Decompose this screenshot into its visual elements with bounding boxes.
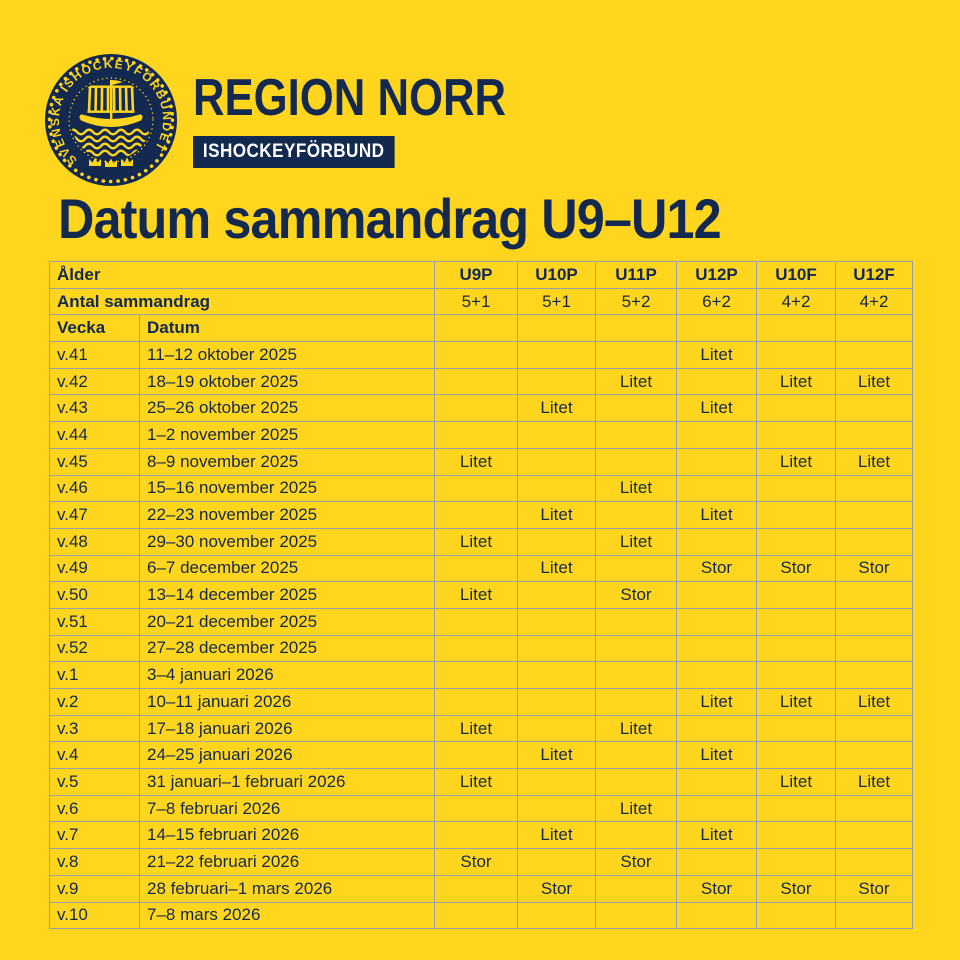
event-cell: [435, 422, 518, 449]
age-column-header: U11P: [596, 262, 677, 289]
event-cell: Stor: [836, 555, 913, 582]
event-cell: [677, 582, 757, 609]
date-cell: 31 januari–1 februari 2026: [140, 769, 435, 796]
event-cell: Litet: [518, 555, 596, 582]
event-cell: [836, 502, 913, 529]
week-cell: v.52: [50, 635, 140, 662]
table-row: [50, 475, 913, 502]
event-cell: [677, 769, 757, 796]
event-cell: [757, 662, 836, 689]
event-cell: [757, 342, 836, 369]
event-cell: [435, 608, 518, 635]
event-cell: [596, 689, 677, 716]
event-cell: [677, 849, 757, 876]
date-cell: 8–9 november 2025: [140, 448, 435, 475]
federation-logo: [45, 54, 177, 186]
date-cell: 7–8 mars 2026: [140, 902, 435, 929]
date-cell: 10–11 januari 2026: [140, 689, 435, 716]
event-cell: [757, 502, 836, 529]
date-cell: 11–12 oktober 2025: [140, 342, 435, 369]
event-cell: [757, 635, 836, 662]
empty-cell: [596, 315, 677, 342]
event-cell: Stor: [836, 875, 913, 902]
week-cell: v.9: [50, 875, 140, 902]
event-cell: Stor: [596, 582, 677, 609]
date-cell: 1–2 november 2025: [140, 422, 435, 449]
event-cell: [435, 502, 518, 529]
event-cell: Litet: [518, 742, 596, 769]
date-cell: 17–18 januari 2026: [140, 715, 435, 742]
event-cell: [836, 582, 913, 609]
event-cell: [518, 662, 596, 689]
week-cell: v.44: [50, 422, 140, 449]
antal-value: 5+2: [596, 288, 677, 315]
table-row: [50, 635, 913, 662]
table-row: [50, 528, 913, 555]
event-cell: [518, 635, 596, 662]
table-row: [50, 689, 913, 716]
event-cell: [596, 502, 677, 529]
three-crowns-icon: [89, 158, 133, 168]
federation-badge: ISHOCKEYFÖRBUND: [193, 136, 394, 168]
event-cell: Litet: [518, 395, 596, 422]
event-cell: [435, 902, 518, 929]
date-cell: 28 februari–1 mars 2026: [140, 875, 435, 902]
event-cell: [518, 608, 596, 635]
antal-label: Antal sammandrag: [50, 288, 435, 315]
event-cell: [596, 635, 677, 662]
event-cell: [677, 475, 757, 502]
event-cell: [518, 368, 596, 395]
event-cell: [518, 342, 596, 369]
page-title: Datum sammandrag U9–U12: [58, 187, 721, 250]
date-cell: 3–4 januari 2026: [140, 662, 435, 689]
week-cell: v.41: [50, 342, 140, 369]
event-cell: Litet: [518, 822, 596, 849]
week-cell: v.8: [50, 849, 140, 876]
table-row: [50, 608, 913, 635]
event-cell: [757, 422, 836, 449]
table-row: [50, 715, 913, 742]
event-cell: [757, 608, 836, 635]
event-cell: Litet: [596, 715, 677, 742]
event-cell: Stor: [596, 849, 677, 876]
event-cell: Litet: [677, 342, 757, 369]
event-cell: Litet: [757, 448, 836, 475]
date-cell: 29–30 november 2025: [140, 528, 435, 555]
event-cell: [677, 448, 757, 475]
antal-value: 4+2: [757, 288, 836, 315]
week-cell: v.5: [50, 769, 140, 796]
event-cell: [836, 635, 913, 662]
date-header: Datum: [140, 315, 435, 342]
table-row: [50, 422, 913, 449]
event-cell: [435, 475, 518, 502]
event-cell: [757, 395, 836, 422]
event-cell: [518, 448, 596, 475]
event-cell: [757, 849, 836, 876]
event-cell: Litet: [677, 395, 757, 422]
event-cell: [518, 422, 596, 449]
age-column-header: U10P: [518, 262, 596, 289]
table-row: [50, 769, 913, 796]
event-cell: Litet: [836, 769, 913, 796]
event-cell: [757, 582, 836, 609]
event-cell: Litet: [596, 368, 677, 395]
empty-cell: [518, 315, 596, 342]
event-cell: [596, 769, 677, 796]
event-cell: [518, 689, 596, 716]
event-cell: Litet: [677, 822, 757, 849]
event-cell: [757, 902, 836, 929]
week-header: Vecka: [50, 315, 140, 342]
event-cell: Stor: [677, 875, 757, 902]
event-cell: Litet: [757, 769, 836, 796]
table-row: [50, 582, 913, 609]
event-cell: [518, 528, 596, 555]
event-cell: [435, 795, 518, 822]
week-cell: v.1: [50, 662, 140, 689]
empty-cell: [435, 315, 518, 342]
week-cell: v.42: [50, 368, 140, 395]
age-label: Ålder: [50, 262, 435, 289]
event-cell: Litet: [435, 528, 518, 555]
event-cell: [596, 555, 677, 582]
week-cell: v.50: [50, 582, 140, 609]
date-cell: 22–23 november 2025: [140, 502, 435, 529]
antal-value: 4+2: [836, 288, 913, 315]
event-cell: [757, 822, 836, 849]
week-cell: v.51: [50, 608, 140, 635]
event-cell: [435, 742, 518, 769]
date-cell: 18–19 oktober 2025: [140, 368, 435, 395]
event-cell: [836, 715, 913, 742]
event-cell: Litet: [836, 368, 913, 395]
event-cell: [836, 422, 913, 449]
event-cell: [757, 475, 836, 502]
table-row: [50, 502, 913, 529]
antal-value: 6+2: [677, 288, 757, 315]
date-cell: 6–7 december 2025: [140, 555, 435, 582]
region-title: REGION NORR: [193, 69, 507, 127]
date-cell: 20–21 december 2025: [140, 608, 435, 635]
event-cell: Litet: [596, 475, 677, 502]
week-cell: v.4: [50, 742, 140, 769]
event-cell: [596, 742, 677, 769]
age-column-header: U12P: [677, 262, 757, 289]
event-cell: [435, 662, 518, 689]
event-cell: [677, 662, 757, 689]
event-cell: [836, 795, 913, 822]
date-cell: 27–28 december 2025: [140, 635, 435, 662]
event-cell: [518, 715, 596, 742]
event-cell: Stor: [435, 849, 518, 876]
antal-value: 5+1: [518, 288, 596, 315]
week-cell: v.47: [50, 502, 140, 529]
event-cell: [596, 902, 677, 929]
table-row: [50, 662, 913, 689]
event-cell: [435, 395, 518, 422]
age-column-header: U10F: [757, 262, 836, 289]
event-cell: [435, 689, 518, 716]
event-cell: [596, 395, 677, 422]
table-row: [50, 902, 913, 929]
brand-header: [193, 69, 566, 168]
table-row: [50, 288, 913, 315]
event-cell: Litet: [757, 368, 836, 395]
event-cell: [836, 849, 913, 876]
event-cell: Litet: [596, 528, 677, 555]
event-cell: Litet: [596, 795, 677, 822]
event-cell: [518, 849, 596, 876]
event-cell: Litet: [757, 689, 836, 716]
event-cell: [596, 822, 677, 849]
event-cell: Litet: [677, 742, 757, 769]
table-row: [50, 448, 913, 475]
week-cell: v.43: [50, 395, 140, 422]
event-cell: Litet: [836, 689, 913, 716]
event-cell: [518, 582, 596, 609]
event-cell: Stor: [757, 875, 836, 902]
event-cell: [836, 342, 913, 369]
event-cell: [677, 795, 757, 822]
event-cell: [435, 342, 518, 369]
event-cell: [677, 368, 757, 395]
table-row: [50, 342, 913, 369]
event-cell: [677, 635, 757, 662]
event-cell: Litet: [677, 502, 757, 529]
table-row: [50, 368, 913, 395]
table-row: [50, 555, 913, 582]
event-cell: Stor: [677, 555, 757, 582]
event-cell: Litet: [435, 582, 518, 609]
date-cell: 25–26 oktober 2025: [140, 395, 435, 422]
event-cell: Litet: [518, 502, 596, 529]
week-cell: v.49: [50, 555, 140, 582]
week-cell: v.2: [50, 689, 140, 716]
table-row: [50, 849, 913, 876]
event-cell: [677, 715, 757, 742]
event-cell: [518, 475, 596, 502]
table-row: [50, 822, 913, 849]
table-row: [50, 395, 913, 422]
event-cell: [596, 448, 677, 475]
week-cell: v.48: [50, 528, 140, 555]
empty-cell: [757, 315, 836, 342]
event-cell: Litet: [836, 448, 913, 475]
event-cell: [677, 608, 757, 635]
week-cell: v.10: [50, 902, 140, 929]
week-cell: v.45: [50, 448, 140, 475]
event-cell: [757, 715, 836, 742]
event-cell: [518, 795, 596, 822]
event-cell: Litet: [435, 715, 518, 742]
federation-logo-icon: [45, 54, 177, 186]
event-cell: [677, 422, 757, 449]
event-cell: Litet: [677, 689, 757, 716]
event-cell: [596, 875, 677, 902]
date-cell: 24–25 januari 2026: [140, 742, 435, 769]
event-cell: [836, 608, 913, 635]
event-cell: [836, 528, 913, 555]
date-cell: 14–15 februari 2026: [140, 822, 435, 849]
empty-cell: [677, 315, 757, 342]
event-cell: [596, 342, 677, 369]
event-cell: [757, 528, 836, 555]
event-cell: Litet: [435, 448, 518, 475]
antal-value: 5+1: [435, 288, 518, 315]
week-cell: v.3: [50, 715, 140, 742]
date-cell: 15–16 november 2025: [140, 475, 435, 502]
event-cell: [518, 769, 596, 796]
date-cell: 13–14 december 2025: [140, 582, 435, 609]
event-cell: [677, 902, 757, 929]
event-cell: [435, 635, 518, 662]
date-cell: 21–22 februari 2026: [140, 849, 435, 876]
event-cell: [435, 368, 518, 395]
week-cell: v.6: [50, 795, 140, 822]
event-cell: [596, 422, 677, 449]
event-cell: [836, 822, 913, 849]
table-row: [50, 795, 913, 822]
table-row: [50, 315, 913, 342]
event-cell: Stor: [757, 555, 836, 582]
event-cell: [836, 662, 913, 689]
schedule-table-body: [50, 262, 913, 929]
event-cell: [836, 902, 913, 929]
event-cell: [836, 395, 913, 422]
logo-ring-text: SVENSKA ISHOCKEYFÖRBUNDET: [47, 56, 175, 168]
empty-cell: [836, 315, 913, 342]
event-cell: [836, 475, 913, 502]
week-cell: v.7: [50, 822, 140, 849]
table-row: [50, 262, 913, 289]
event-cell: [836, 742, 913, 769]
event-cell: [435, 875, 518, 902]
schedule-table: [49, 261, 913, 929]
table-row: [50, 742, 913, 769]
table-row: [50, 875, 913, 902]
date-cell: 7–8 februari 2026: [140, 795, 435, 822]
event-cell: [757, 742, 836, 769]
event-cell: [757, 795, 836, 822]
age-column-header: U9P: [435, 262, 518, 289]
event-cell: [677, 528, 757, 555]
event-cell: Litet: [435, 769, 518, 796]
event-cell: [518, 902, 596, 929]
event-cell: Stor: [518, 875, 596, 902]
event-cell: [596, 608, 677, 635]
week-cell: v.46: [50, 475, 140, 502]
event-cell: [435, 555, 518, 582]
event-cell: [596, 662, 677, 689]
event-cell: [435, 822, 518, 849]
age-column-header: U12F: [836, 262, 913, 289]
